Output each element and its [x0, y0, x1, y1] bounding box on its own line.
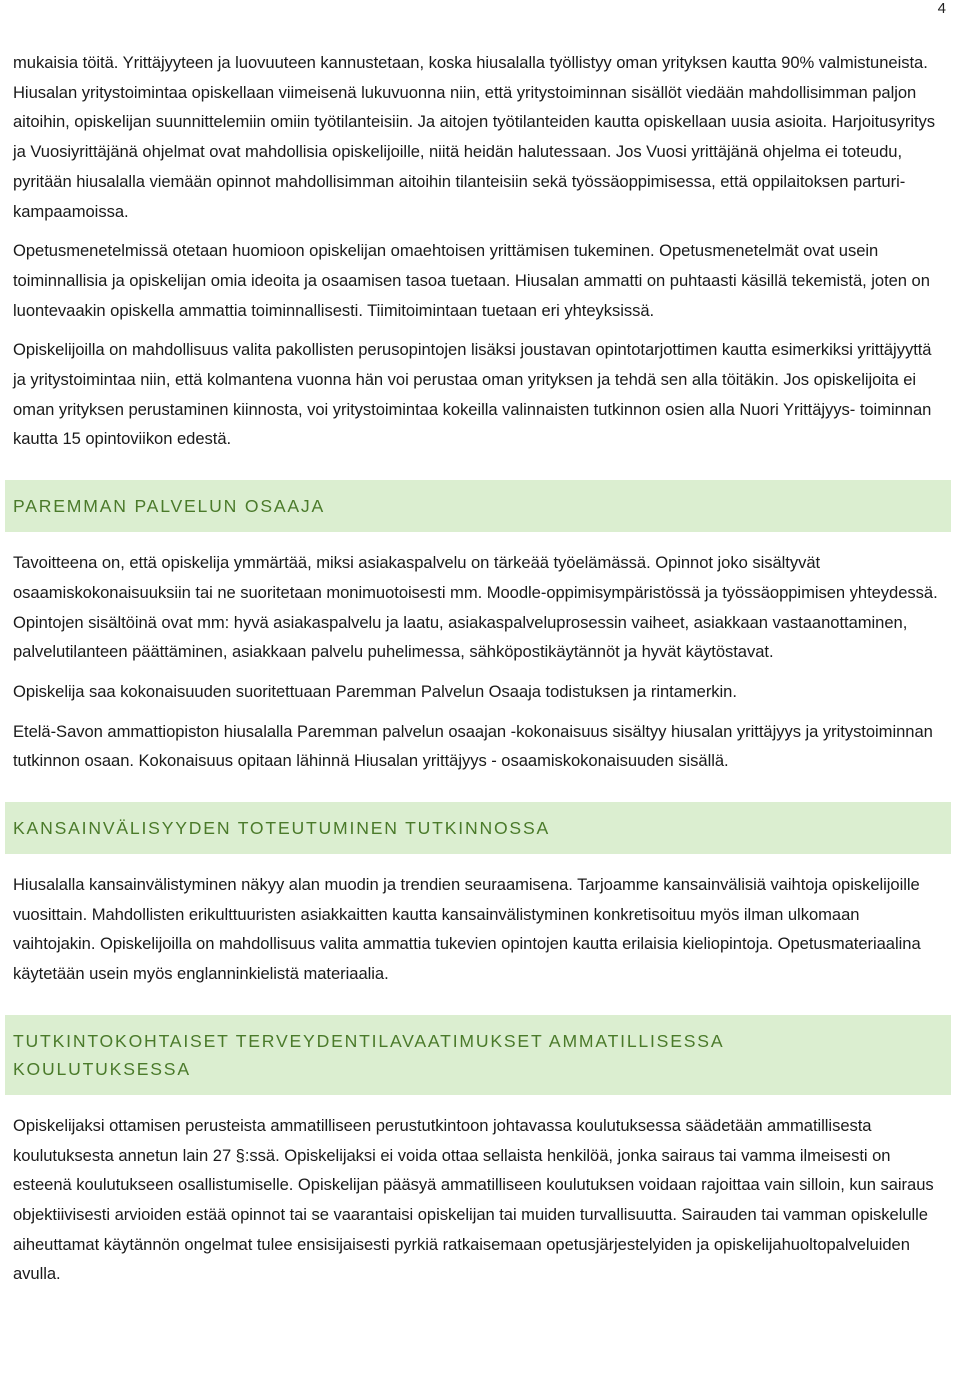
intro-paragraph-3: Opiskelijoilla on mahdollisuus valita pakollisten perusopintojen lisäksi joustavan opintotarjottimen kautta esimerkiksi yrittäjyyttä ja yritystoimintaa niin, että kolmantena vuonna hän voi perustaa oman yrityksen ja tehdä sen alla töitäkin. Jos opiskelijoita ei oman yrityksen perustaminen kiinnosta, voi yritystoimintaa kokeilla valinnaisten tutkinnon osien alla Nuori Yrittäjyys- toiminnan kautta 15 opintoviikon edestä. [13, 340, 932, 449]
intro-paragraph-2: Opetusmenetelmissä otetaan huomioon opiskelijan omaehtoisen yrittämisen tukeminen. Opetusmenetelmät ovat usein toiminnallisia ja opiskelijan omia ideoita ja osaamisen tasoa tuetaan. Hiusalan ammatti on puhtaasti käsillä tekemistä, joten on luontevaakin opiskella ammattia toiminnallisesti. Tiimitoimintaan tuetaan eri yhteyksissä. [13, 241, 930, 320]
document-body [13, 48, 943, 1289]
section-heading-paremman-palvelun-osaaja [5, 480, 951, 532]
heading-text: PAREMMAN PALVELUN OSAAJA [13, 496, 326, 517]
terveys-paragraph-1: Opiskelijaksi ottamisen perusteista ammatilliseen perustutkintoon johtavassa koulutuksessa säädetään ammatillisesta koulutuksesta annetun lain 27 §:ssä. Opiskelijaksi ei voida ottaa sellaista henkilöä, jonka sairaus tai vamma ilmeisesti on esteenä koulutukseen osallistumiselle. Opiskelijan pääsyä ammatilliseen koulutuksen voidaan rajoittaa vain silloin, kun sairaus objektiivisesti arvioiden estää opinnot tai se vaarantaisi opiskelijan tai muiden turvallisuutta. Sairauden tai vamman opiskelulle aiheuttamat käytännön ongelmat tulee ensisijaisesti pyrkiä ratkaisemaan opetusjärjestelyiden ja opiskelijahuoltopalveluiden avulla. [13, 1115, 934, 1284]
palvelu-paragraph-1: Tavoitteena on, että opiskelija ymmärtää, miksi asiakaspalvelu on tärkeää työelämässä. Opinnot joko sisältyvät osaamiskokonaisuuksiin tai ne suoritetaan monimuotoisesti mm. Moodle-oppimisympäristössä ja työssäoppimisen yhteydessä. Opintojen sisältöinä ovat mm: hyvä asiakaspalvelu ja laatu, asiakaspalveluprosessin vaiheet, asiakkaan vastaanottaminen, palvelutilanteen päättäminen, asiakkaan palvelu puhelimessa, sähköpostikäytännöt ja hyvät käytöstavat. [13, 553, 938, 662]
section-heading-terveydentilavaatimukset [5, 1015, 951, 1095]
page-number: 4 [937, 0, 946, 17]
intro-paragraph-1: mukaisia töitä. Yrittäjyyteen ja luovuuteen kannustetaan, koska hiusalalla työllistyy oman yrityksen kautta 90% valmistuneista. Hiusalan yritystoimintaa opiskellaan viimeisenä lukuvuonna niin, että yritystoiminnan sisällöt viedään mahdollisimman paljon aitoihin, opiskelijan suunnittelemiin omiin työtilanteisiin. Ja aitojen työtilanteiden kautta opiskellaan uusia asioita. Harjoitusyritys ja Vuosiyrittäjänä ohjelmat ovat mahdollisia opiskelijoille, niitä heidän halutessaan. Jos Vuosi yrittäjänä ohjelma ei toteudu, pyritään hiusalalla viemään opinnot mahdollisimman aitoihin tilanteisiin sekä työssäoppimisessa, että oppilaitoksen parturi-kampaamoissa. [13, 53, 936, 221]
heading-text-line-2: KOULUTUKSESSA [13, 1058, 191, 1079]
heading-text: KANSAINVÄLISYYDEN TOTEUTUMINEN TUTKINNOSSA [13, 818, 551, 839]
palvelu-paragraph-3: Etelä-Savon ammattiopiston hiusalalla Paremman palvelun osaajan -kokonaisuus sisältyy hiusalan yrittäjyys ja yritystoiminnan tutkinnon osaan. Kokonaisuus opitaan lähinnä Hiusalan yrittäjyys - osaamiskokonaisuuden sisällä. [13, 721, 933, 771]
section-heading-kansainvalisyys [5, 802, 951, 854]
heading-text-line-1: TUTKINTOKOHTAISET TERVEYDENTILAVAATIMUKSET AMMATILLISESSA [13, 1030, 725, 1051]
palvelu-paragraph-2: Opiskelija saa kokonaisuuden suoritettuaan Paremman Palvelun Osaaja todistuksen ja rintamerkin. [13, 681, 737, 701]
kansainvalisyys-paragraph-1: Hiusalalla kansainvälistyminen näkyy alan muodin ja trendien seuraamisena. Tarjoamme kansainvälisiä vaihtoja opiskelijoille vuosittain. Mahdollisten erikulttuuristen asiakkaitten kautta kansainvälistyminen konkretisoituu myös ilman ulkomaan vaihtojakin. Opiskelijoilla on mahdollisuus valita ammattia tukevien opintojen kautta erilaisia kieliopintoja. Opetusmateriaalina käytetään usein myös englanninkielistä materiaalia. [13, 875, 921, 984]
